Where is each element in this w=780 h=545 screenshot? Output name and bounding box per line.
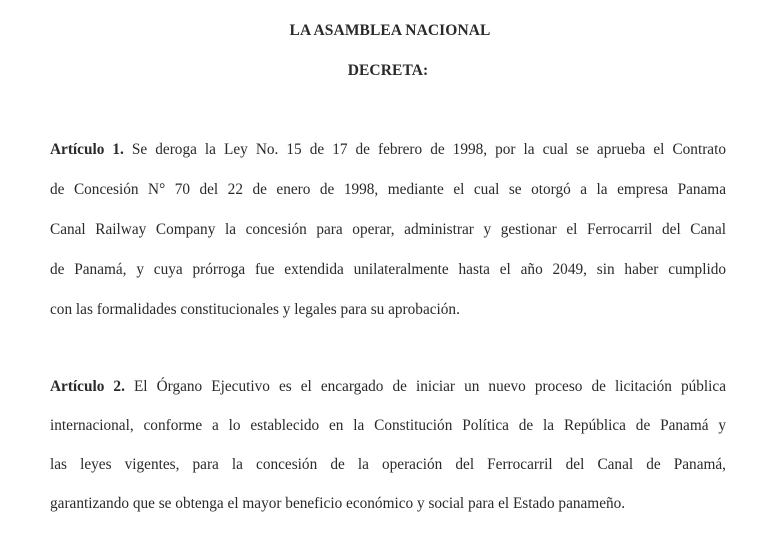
article-1-line-3: Canal Railway Company la concesión para operar, administrar y gestionar el Ferrocarril del Canal xyxy=(50,221,726,238)
article-2-line-4: garantizando que se obtenga el mayor beneficio económico y social para el Estado panameño. xyxy=(50,495,626,512)
article-2-line-2: internacional, conforme a lo establecido en la Constitución Política de la República de Panamá y xyxy=(50,417,726,434)
heading-decreta: DECRETA: xyxy=(347,62,429,79)
article-1-label: Artículo 1. xyxy=(50,141,124,158)
article-2-line-3: las leyes vigentes, para la concesión de la operación del Ferrocarril del Canal de Panamá, xyxy=(50,456,726,473)
article-1-line-1: Artículo 1. Se deroga la Ley No. 15 de 17 de febrero de 1998, por la cual se aprueba el Contrato xyxy=(50,141,726,158)
article-1-line-2: de Concesión N° 70 del 22 de enero de 1998, mediante el cual se otorgó a la empresa Panama xyxy=(50,181,726,198)
article-2-line-1: Artículo 2. El Órgano Ejecutivo es el encargado de iniciar un nuevo proceso de licitación pública xyxy=(50,378,726,395)
article-2-label: Artículo 2. xyxy=(50,378,125,395)
heading-asamblea: LA ASAMBLEA NACIONAL xyxy=(289,22,491,39)
article-1-line-4: de Panamá, y cuya prórroga fue extendida unilateralmente hasta el año 2049, sin haber cumplido xyxy=(50,261,726,278)
article-1-line-5: con las formalidades constitucionales y legales para su aprobación. xyxy=(50,301,460,318)
